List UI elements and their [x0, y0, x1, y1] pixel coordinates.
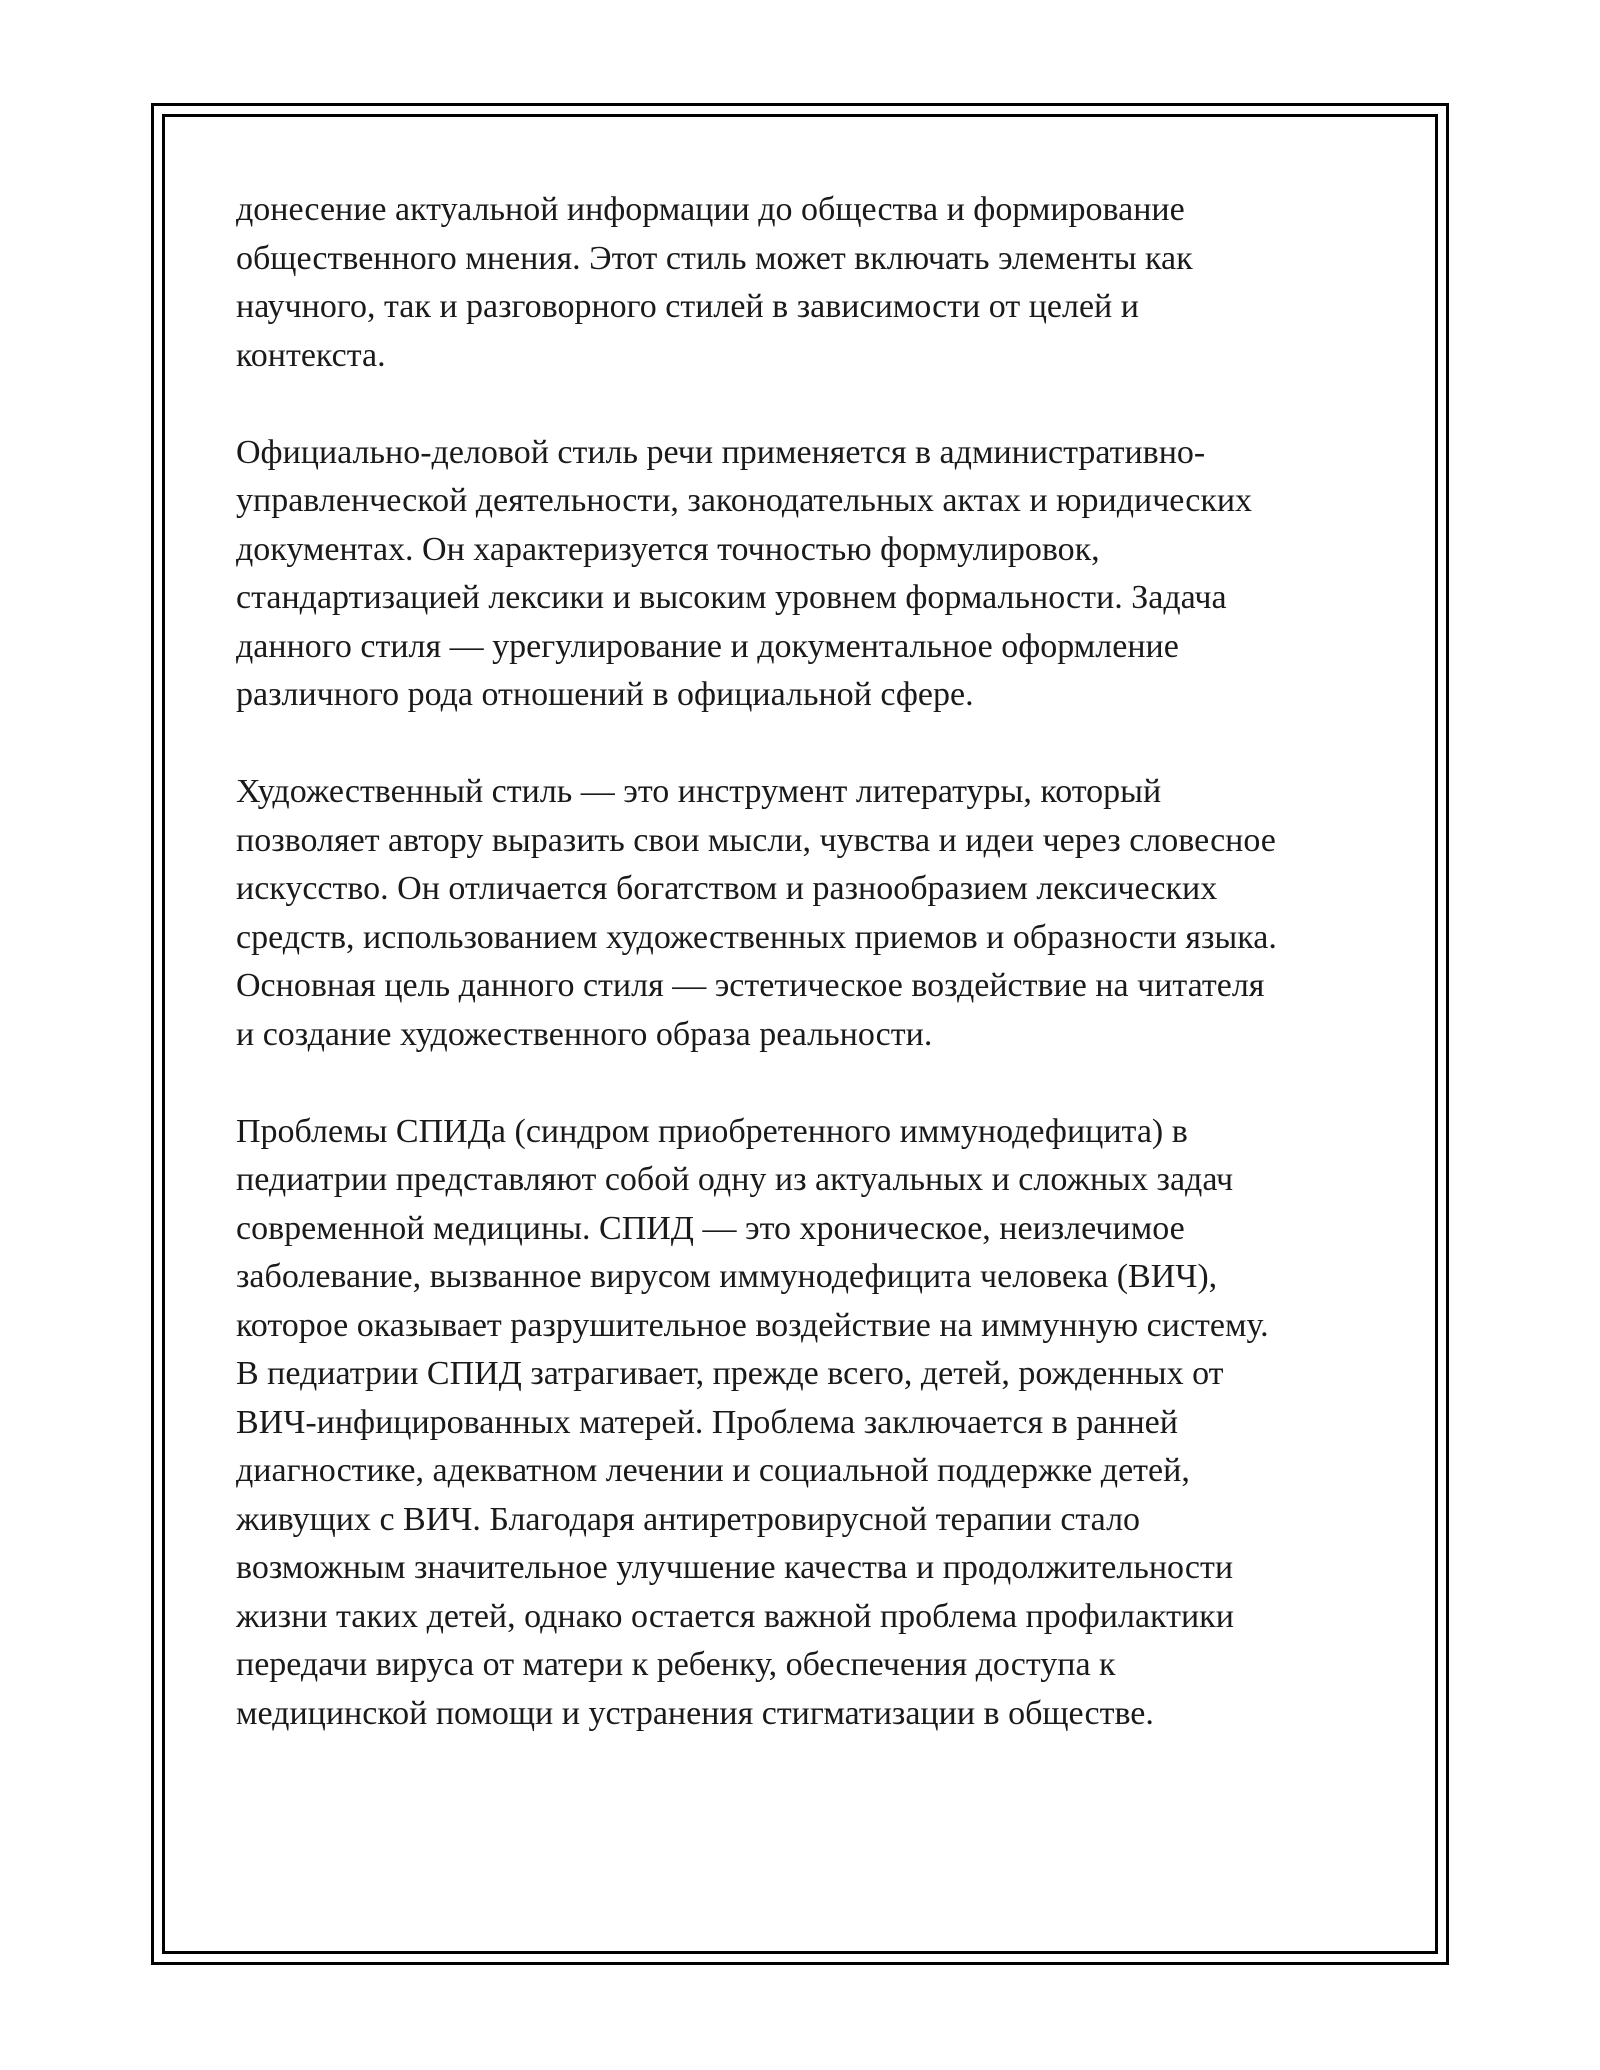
- text-line: живущих с ВИЧ. Благодаря антиретровирусной терапии стало: [236, 1500, 1141, 1538]
- text-line: позволяет автору выразить свои мысли, чувства и идеи через словесное: [236, 821, 1276, 859]
- paragraph-3: [236, 768, 1386, 1059]
- text-line: Проблемы СПИДа (синдром приобретенного иммунодефицита) в: [236, 1112, 1188, 1150]
- text-line: документах. Он характеризуется точностью формулировок,: [236, 530, 1100, 568]
- text-line: научного, так и разговорного стилей в зависимости от целей и: [236, 288, 1139, 325]
- text-line: Художественный стиль — это инструмент литературы, который: [236, 773, 1162, 810]
- text-line: Основная цель данного стиля — эстетическое воздействие на читателя: [236, 967, 1265, 1004]
- text-line: стандартизацией лексики и высоким уровнем формальности. Задача: [236, 579, 1227, 616]
- text-line: данного стиля — урегулирование и документальное оформление: [236, 627, 1179, 665]
- text-line: педиатрии представляют собой одну из актуальных и сложных задач: [236, 1161, 1234, 1198]
- text-line: общественного мнения. Этот стиль может включать элементы как: [236, 239, 1193, 277]
- text-line: донесение актуальной информации до общества и формирование: [236, 191, 1185, 228]
- text-line: возможным значительное улучшение качества и продолжительности: [236, 1549, 1234, 1586]
- text-line: различного рода отношений в официальной сфере.: [236, 676, 974, 713]
- text-line: средств, использованием художественных приемов и образности языка.: [236, 918, 1277, 956]
- text-line: и создание художественного образа реальности.: [236, 1015, 933, 1053]
- text-line: Официально-деловой стиль речи применяется в административно-: [236, 433, 1206, 471]
- text-line: управленческой деятельности, законодательных актах и юридических: [236, 482, 1253, 519]
- text-line: искусство. Он отличается богатством и разнообразием лексических: [236, 870, 1218, 907]
- text-line: жизни таких детей, однако остается важной проблема профилактики: [236, 1597, 1234, 1635]
- document-body: [236, 186, 1386, 1787]
- text-line: современной медицины. СПИД — это хроническое, неизлечимое: [236, 1209, 1185, 1247]
- text-line: диагностике, адекватном лечении и социальной поддержке детей,: [236, 1452, 1190, 1489]
- text-line: медицинской помощи и устранения стигматизации в обществе.: [236, 1694, 1154, 1732]
- paragraph-1: [236, 186, 1386, 380]
- text-line: передачи вируса от матери к ребенку, обеспечения доступа к: [236, 1646, 1116, 1683]
- text-line: ВИЧ-инфицированных матерей. Проблема заключается в ранней: [236, 1403, 1178, 1441]
- text-line: заболевание, вызванное вирусом иммунодефицита человека (ВИЧ),: [236, 1258, 1218, 1295]
- text-line: В педиатрии СПИД затрагивает, прежде всего, детей, рожденных от: [236, 1355, 1224, 1392]
- text-line: контекста.: [236, 336, 386, 374]
- text-line: которое оказывает разрушительное воздействие на иммунную систему.: [236, 1306, 1269, 1344]
- paragraph-4: [236, 1108, 1386, 1739]
- paragraph-2: [236, 429, 1386, 720]
